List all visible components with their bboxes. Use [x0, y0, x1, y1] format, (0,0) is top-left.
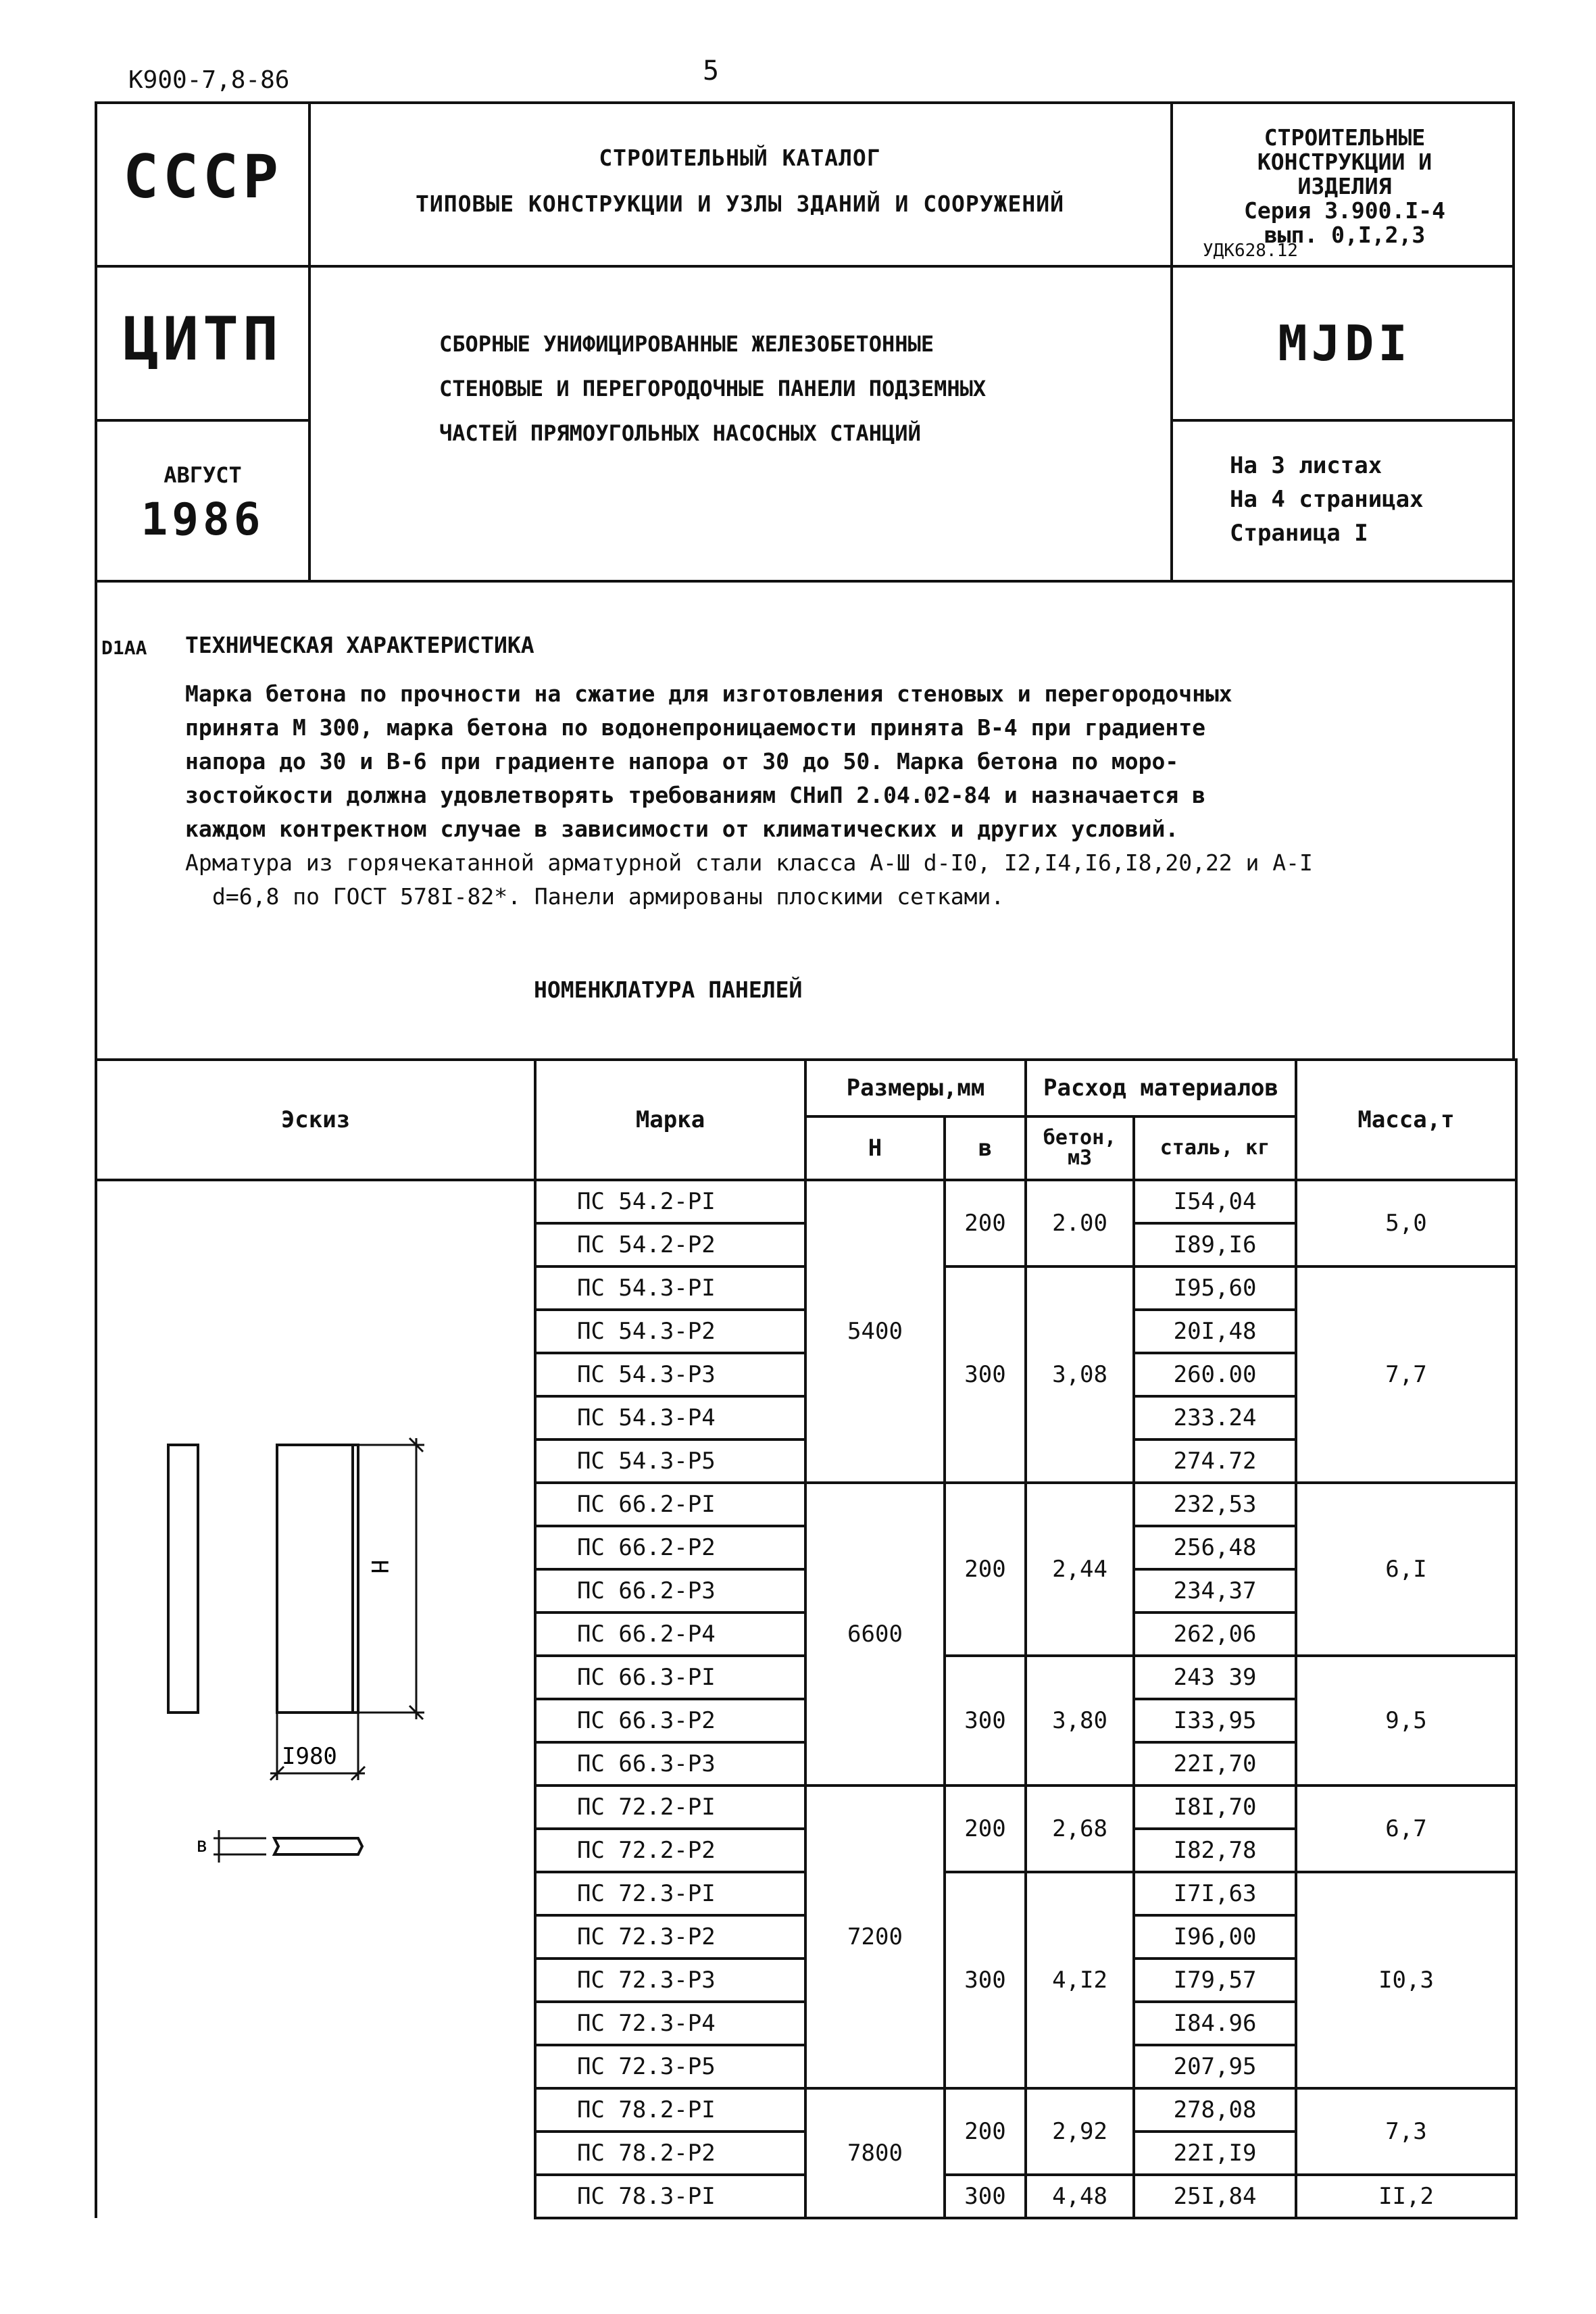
catalog-subtitle: ТИПОВЫЕ КОНСТРУКЦИИ И УЗЛЫ ЗДАНИЙ И СООРУЖЕНИЙ	[416, 191, 1064, 217]
mass-cell: 6,7	[1296, 1786, 1516, 1872]
mark-cell: ПС 66.3-РI	[535, 1656, 805, 1699]
steel-cell: 278,08	[1134, 2088, 1296, 2132]
mass-cell: 9,5	[1296, 1656, 1516, 1786]
steel-cell: I96,00	[1134, 1915, 1296, 1959]
mark-cell: ПС 72.2-Р2	[535, 1829, 805, 1872]
h-cell: 7800	[805, 2088, 945, 2218]
document-code-mjdi: МJDI	[1278, 315, 1412, 372]
header-steel: сталь, кг	[1134, 1116, 1296, 1180]
mark-cell: ПС 72.3-Р2	[535, 1915, 805, 1959]
h-cell: 7200	[805, 1786, 945, 2088]
concrete-cell: 2,44	[1026, 1483, 1134, 1656]
mass-cell: 6,I	[1296, 1483, 1516, 1656]
concrete-cell: 4,I2	[1026, 1872, 1134, 2088]
title-line: СТЕНОВЫЕ И ПЕРЕГОРОДОЧНЫЕ ПАНЕЛИ ПОДЗЕМНЫХ	[439, 376, 987, 401]
panel-nomenclature-table	[95, 1058, 1518, 2219]
header-divider-left	[308, 101, 311, 583]
concrete-cell: 4,48	[1026, 2175, 1134, 2218]
steel-cell: I7I,63	[1134, 1872, 1296, 1915]
sketch-cell	[96, 1180, 535, 2218]
b-cell: 300	[945, 1656, 1026, 1786]
mark-cell: ПС 54.3-РI	[535, 1266, 805, 1310]
document-title	[439, 322, 1169, 456]
header-concrete: бетон, м3	[1026, 1116, 1134, 1180]
steel-cell: I8I,70	[1134, 1786, 1296, 1829]
mark-cell: ПС 72.3-Р5	[535, 2045, 805, 2088]
header-row-line	[95, 265, 1515, 268]
title-line: СБОРНЫЕ УНИФИЦИРОВАННЫЕ ЖЕЛЕЗОБЕТОННЫЕ	[439, 331, 934, 357]
b-cell: 200	[945, 1786, 1026, 1872]
paragraph-line: каждом контректном случае в зависимости от климатических и других условий.	[185, 816, 1179, 842]
concrete-cell: 2.00	[1026, 1180, 1134, 1266]
steel-cell: 233.24	[1134, 1396, 1296, 1439]
series-line: вып. 0,I,2,3	[1264, 222, 1426, 248]
mark-cell: ПС 78.2-РI	[535, 2088, 805, 2132]
steel-cell: 22I,70	[1134, 1742, 1296, 1786]
mark-cell: ПС 66.2-Р4	[535, 1613, 805, 1656]
mark-cell: ПС 72.3-Р4	[535, 2002, 805, 2045]
header-h: Н	[805, 1116, 945, 1180]
mass-cell: II,2	[1296, 2175, 1516, 2218]
tech-description	[185, 677, 1503, 914]
mark-cell: ПС 66.3-Р3	[535, 1742, 805, 1786]
b-cell: 300	[945, 1872, 1026, 2088]
b-cell: 200	[945, 1483, 1026, 1656]
series-line: Серия 3.900.I-4	[1243, 197, 1445, 224]
steel-cell: 260.00	[1134, 1353, 1296, 1396]
month-label: АВГУСТ	[164, 462, 242, 488]
page-number: 5	[703, 55, 720, 87]
sheets-line: На 4 страницах	[1230, 486, 1424, 513]
steel-cell: I82,78	[1134, 1829, 1296, 1872]
steel-cell: I79,57	[1134, 1959, 1296, 2002]
mark-cell: ПС 54.2-РI	[535, 1180, 805, 1223]
paragraph-line: принята М 300, марка бетона по водонепроницаемости принята В-4 при градиенте	[185, 714, 1205, 741]
panel-front-view	[277, 1445, 358, 1713]
udk-code: УДК628.12	[1203, 241, 1298, 261]
dim-width-label: I980	[282, 1743, 337, 1770]
mark-cell: ПС 66.3-Р2	[535, 1699, 805, 1742]
steel-cell: 20I,48	[1134, 1310, 1296, 1353]
org-label: ЦИТП	[123, 304, 282, 374]
mark-cell: ПС 54.3-Р4	[535, 1396, 805, 1439]
steel-cell: 234,37	[1134, 1569, 1296, 1613]
table-row	[96, 1180, 1516, 1223]
steel-cell: 207,95	[1134, 2045, 1296, 2088]
header-sketch: Эскиз	[96, 1060, 535, 1180]
steel-cell: 25I,84	[1134, 2175, 1296, 2218]
steel-cell: I54,04	[1134, 1180, 1296, 1223]
section-profile	[274, 1838, 362, 1854]
mass-cell: 7,7	[1296, 1266, 1516, 1483]
steel-cell: I84.96	[1134, 2002, 1296, 2045]
mass-cell: 5,0	[1296, 1180, 1516, 1266]
h-cell: 5400	[805, 1180, 945, 1483]
steel-cell: I89,I6	[1134, 1223, 1296, 1266]
series-line: КОНСТРУКЦИИ И	[1257, 149, 1432, 175]
mark-cell: ПС 78.3-РI	[535, 2175, 805, 2218]
mark-cell: ПС 54.2-Р2	[535, 1223, 805, 1266]
header-mass: Масса,т	[1296, 1060, 1516, 1180]
paragraph-line: Арматура из горячекатанной арматурной стали класса А-Ш d-I0, I2,I4,I6,I8,20,22 и А-I	[185, 850, 1313, 876]
sheets-info	[1230, 449, 1424, 550]
mark-cell: ПС 54.3-Р2	[535, 1310, 805, 1353]
ussr-label: СССР	[123, 142, 282, 212]
mark-cell: ПС 72.3-РI	[535, 1872, 805, 1915]
mark-cell: ПС 72.3-Р3	[535, 1959, 805, 2002]
steel-cell: I33,95	[1134, 1699, 1296, 1742]
b-cell: 300	[945, 2175, 1026, 2218]
header-row	[96, 1060, 1516, 1116]
mark-cell: ПС 66.2-Р2	[535, 1526, 805, 1569]
catalog-title: СТРОИТЕЛЬНЫЙ КАТАЛОГ	[599, 145, 881, 171]
header-dims: Размеры,мм	[805, 1060, 1026, 1116]
steel-cell: 262,06	[1134, 1613, 1296, 1656]
steel-cell: 232,53	[1134, 1483, 1296, 1526]
dim-b-label: в	[196, 1833, 209, 1857]
paragraph-line: Марка бетона по прочности на сжатие для изготовления стеновых и перегородочных	[185, 681, 1232, 707]
paragraph-line: зостойкости должна удовлетворять требованиям СНиП 2.04.02-84 и назначается в	[185, 782, 1205, 808]
document-code: К900-7,8-86	[128, 66, 290, 94]
header-right-line	[1170, 419, 1515, 422]
paragraph-line: d=6,8 по ГОСТ 578I-82*. Панели армированы плоскими сетками.	[212, 883, 1005, 910]
year-label: 1986	[141, 493, 265, 545]
dim-h-label: Н	[366, 1560, 393, 1574]
section-title: ТЕХНИЧЕСКАЯ ХАРАКТЕРИСТИКА	[185, 632, 534, 658]
header-mark: Марка	[535, 1060, 805, 1180]
header-materials: Расход материалов	[1026, 1060, 1296, 1116]
sheets-line: Страница I	[1230, 520, 1368, 547]
series-line: ИЗДЕЛИЯ	[1297, 173, 1392, 199]
mark-cell: ПС 66.2-РI	[535, 1483, 805, 1526]
steel-cell: 274.72	[1134, 1439, 1296, 1483]
mass-cell: 7,3	[1296, 2088, 1516, 2175]
steel-cell: 22I,I9	[1134, 2132, 1296, 2175]
paragraph-line: напора до 30 и В-6 при градиенте напора от 30 до 50. Марка бетона по моро-	[185, 748, 1179, 774]
h-cell: 6600	[805, 1483, 945, 1786]
header-divider-right	[1170, 101, 1173, 583]
b-cell: 300	[945, 1266, 1026, 1483]
series-block	[1176, 126, 1514, 247]
steel-cell: 243 39	[1134, 1656, 1296, 1699]
b-cell: 200	[945, 1180, 1026, 1266]
header-left-line	[95, 419, 311, 422]
title-line: ЧАСТЕЙ ПРЯМОУГОЛЬНЫХ НАСОСНЫХ СТАНЦИЙ	[439, 420, 921, 446]
mark-cell: ПС 72.2-РI	[535, 1786, 805, 1829]
panel-sketch	[97, 1181, 537, 2148]
concrete-cell: 3,80	[1026, 1656, 1134, 1786]
series-line: СТРОИТЕЛЬНЫЕ	[1264, 124, 1426, 151]
b-cell: 200	[945, 2088, 1026, 2175]
steel-cell: 256,48	[1134, 1526, 1296, 1569]
mark-cell: ПС 78.2-Р2	[535, 2132, 805, 2175]
concrete-cell: 3,08	[1026, 1266, 1134, 1483]
mass-cell: I0,3	[1296, 1872, 1516, 2088]
mark-cell: ПС 66.2-Р3	[535, 1569, 805, 1613]
concrete-cell: 2,92	[1026, 2088, 1134, 2175]
header-b: в	[945, 1116, 1026, 1180]
table-title: НОМЕНКЛАТУРА ПАНЕЛЕЙ	[534, 977, 803, 1003]
concrete-cell: 2,68	[1026, 1786, 1134, 1872]
steel-cell: I95,60	[1134, 1266, 1296, 1310]
mark-cell: ПС 54.3-Р3	[535, 1353, 805, 1396]
panel-side-view	[168, 1445, 198, 1713]
sheets-line: На 3 листах	[1230, 452, 1382, 479]
mark-cell: ПС 54.3-Р5	[535, 1439, 805, 1483]
section-code: D1AA	[101, 637, 147, 659]
